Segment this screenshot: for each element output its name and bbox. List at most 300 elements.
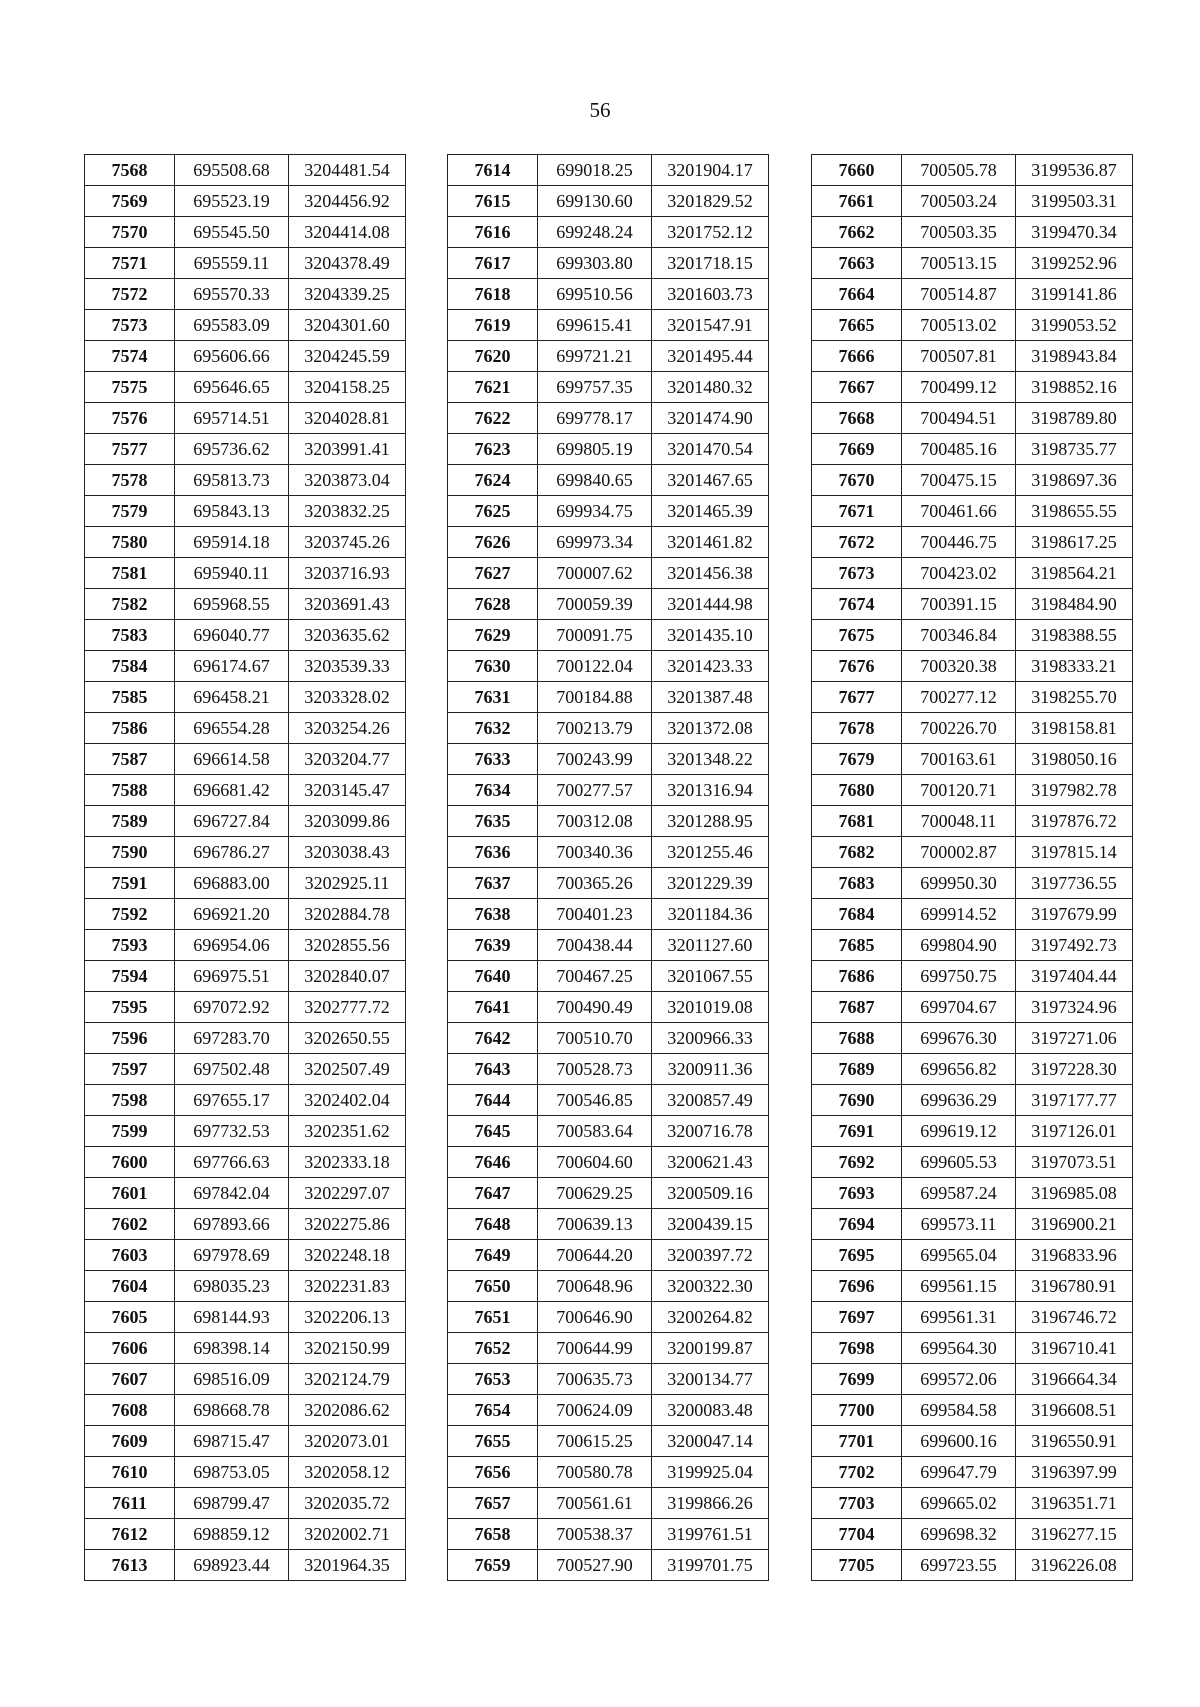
point-number: 7643 — [448, 1054, 538, 1085]
y-coordinate: 3202402.04 — [289, 1085, 406, 1116]
table-row — [812, 682, 1133, 713]
point-number: 7603 — [85, 1240, 175, 1271]
x-coordinate: 700438.44 — [538, 930, 652, 961]
x-coordinate: 697978.69 — [175, 1240, 289, 1271]
y-coordinate: 3199470.34 — [1016, 217, 1133, 248]
y-coordinate: 3201904.17 — [652, 155, 769, 186]
x-coordinate: 700007.62 — [538, 558, 652, 589]
x-coordinate: 696954.06 — [175, 930, 289, 961]
point-number: 7571 — [85, 248, 175, 279]
x-coordinate: 695714.51 — [175, 403, 289, 434]
point-number: 7590 — [85, 837, 175, 868]
x-coordinate: 696727.84 — [175, 806, 289, 837]
point-number: 7660 — [812, 155, 902, 186]
point-number: 7655 — [448, 1426, 538, 1457]
table-row — [85, 279, 406, 310]
x-coordinate: 695736.62 — [175, 434, 289, 465]
table-row — [85, 837, 406, 868]
y-coordinate: 3202002.71 — [289, 1519, 406, 1550]
y-coordinate: 3198333.21 — [1016, 651, 1133, 682]
point-number: 7635 — [448, 806, 538, 837]
point-number: 7624 — [448, 465, 538, 496]
y-coordinate: 3199141.86 — [1016, 279, 1133, 310]
table-row — [448, 899, 769, 930]
table-row — [85, 899, 406, 930]
y-coordinate: 3200397.72 — [652, 1240, 769, 1271]
table-row — [448, 155, 769, 186]
x-coordinate: 700646.90 — [538, 1302, 652, 1333]
table-row — [85, 1271, 406, 1302]
y-coordinate: 3198789.80 — [1016, 403, 1133, 434]
table-row — [85, 651, 406, 682]
x-coordinate: 699600.16 — [902, 1426, 1016, 1457]
point-number: 7621 — [448, 372, 538, 403]
x-coordinate: 697732.53 — [175, 1116, 289, 1147]
point-number: 7597 — [85, 1054, 175, 1085]
y-coordinate: 3199252.96 — [1016, 248, 1133, 279]
table-row — [812, 806, 1133, 837]
point-number: 7630 — [448, 651, 538, 682]
x-coordinate: 700514.87 — [902, 279, 1016, 310]
table-row — [448, 279, 769, 310]
point-number: 7689 — [812, 1054, 902, 1085]
table-row — [812, 961, 1133, 992]
x-coordinate: 698859.12 — [175, 1519, 289, 1550]
table-row — [85, 961, 406, 992]
x-coordinate: 700346.84 — [902, 620, 1016, 651]
point-number: 7698 — [812, 1333, 902, 1364]
point-number: 7584 — [85, 651, 175, 682]
y-coordinate: 3204028.81 — [289, 403, 406, 434]
point-number: 7656 — [448, 1457, 538, 1488]
y-coordinate: 3202150.99 — [289, 1333, 406, 1364]
x-coordinate: 700340.36 — [538, 837, 652, 868]
table-row — [812, 930, 1133, 961]
y-coordinate: 3196985.08 — [1016, 1178, 1133, 1209]
y-coordinate: 3201229.39 — [652, 868, 769, 899]
x-coordinate: 696040.77 — [175, 620, 289, 651]
table-row — [448, 1395, 769, 1426]
point-number: 7607 — [85, 1364, 175, 1395]
point-number: 7629 — [448, 620, 538, 651]
point-number: 7694 — [812, 1209, 902, 1240]
table-row — [85, 496, 406, 527]
x-coordinate: 700604.60 — [538, 1147, 652, 1178]
table-row — [812, 186, 1133, 217]
table-row — [812, 558, 1133, 589]
table-row — [448, 465, 769, 496]
x-coordinate: 700312.08 — [538, 806, 652, 837]
table-row — [448, 1054, 769, 1085]
y-coordinate: 3200911.36 — [652, 1054, 769, 1085]
y-coordinate: 3204456.92 — [289, 186, 406, 217]
table-row — [85, 1209, 406, 1240]
table-row — [448, 403, 769, 434]
x-coordinate: 700059.39 — [538, 589, 652, 620]
table-row — [812, 217, 1133, 248]
y-coordinate: 3197815.14 — [1016, 837, 1133, 868]
y-coordinate: 3202035.72 — [289, 1488, 406, 1519]
y-coordinate: 3200083.48 — [652, 1395, 769, 1426]
y-coordinate: 3202884.78 — [289, 899, 406, 930]
y-coordinate: 3199866.26 — [652, 1488, 769, 1519]
table-row — [85, 1116, 406, 1147]
table-row — [85, 1147, 406, 1178]
x-coordinate: 698144.93 — [175, 1302, 289, 1333]
table-row — [812, 1302, 1133, 1333]
point-number: 7647 — [448, 1178, 538, 1209]
table-row — [812, 837, 1133, 868]
point-number: 7685 — [812, 930, 902, 961]
point-number: 7693 — [812, 1178, 902, 1209]
y-coordinate: 3200199.87 — [652, 1333, 769, 1364]
point-number: 7625 — [448, 496, 538, 527]
y-coordinate: 3197982.78 — [1016, 775, 1133, 806]
y-coordinate: 3198484.90 — [1016, 589, 1133, 620]
point-number: 7680 — [812, 775, 902, 806]
point-number: 7585 — [85, 682, 175, 713]
point-number: 7681 — [812, 806, 902, 837]
point-number: 7580 — [85, 527, 175, 558]
y-coordinate: 3199761.51 — [652, 1519, 769, 1550]
y-coordinate: 3196710.41 — [1016, 1333, 1133, 1364]
point-number: 7574 — [85, 341, 175, 372]
y-coordinate: 3203099.86 — [289, 806, 406, 837]
point-number: 7674 — [812, 589, 902, 620]
x-coordinate: 700513.02 — [902, 310, 1016, 341]
point-number: 7669 — [812, 434, 902, 465]
y-coordinate: 3199536.87 — [1016, 155, 1133, 186]
y-coordinate: 3201495.44 — [652, 341, 769, 372]
x-coordinate: 700243.99 — [538, 744, 652, 775]
point-number: 7644 — [448, 1085, 538, 1116]
point-number: 7606 — [85, 1333, 175, 1364]
point-number: 7595 — [85, 992, 175, 1023]
table-row — [448, 1302, 769, 1333]
point-number: 7586 — [85, 713, 175, 744]
table-row — [812, 775, 1133, 806]
x-coordinate: 696174.67 — [175, 651, 289, 682]
point-number: 7612 — [85, 1519, 175, 1550]
x-coordinate: 699510.56 — [538, 279, 652, 310]
x-coordinate: 698035.23 — [175, 1271, 289, 1302]
x-coordinate: 700561.61 — [538, 1488, 652, 1519]
y-coordinate: 3201461.82 — [652, 527, 769, 558]
table-row — [812, 1271, 1133, 1302]
x-coordinate: 699619.12 — [902, 1116, 1016, 1147]
point-number: 7642 — [448, 1023, 538, 1054]
table-row — [812, 155, 1133, 186]
table-row — [448, 186, 769, 217]
table-row — [448, 1023, 769, 1054]
x-coordinate: 698799.47 — [175, 1488, 289, 1519]
point-number: 7619 — [448, 310, 538, 341]
y-coordinate: 3197679.99 — [1016, 899, 1133, 930]
x-coordinate: 696458.21 — [175, 682, 289, 713]
table-row — [85, 930, 406, 961]
x-coordinate: 700277.12 — [902, 682, 1016, 713]
x-coordinate: 700490.49 — [538, 992, 652, 1023]
y-coordinate: 3203254.26 — [289, 713, 406, 744]
y-coordinate: 3198943.84 — [1016, 341, 1133, 372]
x-coordinate: 700277.57 — [538, 775, 652, 806]
x-coordinate: 700546.85 — [538, 1085, 652, 1116]
x-coordinate: 700423.02 — [902, 558, 1016, 589]
coordinate-table-middle — [447, 154, 769, 1581]
x-coordinate: 700226.70 — [902, 713, 1016, 744]
table-row — [448, 1085, 769, 1116]
table-row — [448, 341, 769, 372]
x-coordinate: 697502.48 — [175, 1054, 289, 1085]
x-coordinate: 700528.73 — [538, 1054, 652, 1085]
table-row — [85, 527, 406, 558]
y-coordinate: 3204378.49 — [289, 248, 406, 279]
table-row — [448, 217, 769, 248]
point-number: 7700 — [812, 1395, 902, 1426]
point-number: 7593 — [85, 930, 175, 961]
table-row — [812, 1116, 1133, 1147]
table-row — [448, 527, 769, 558]
table-row — [448, 248, 769, 279]
y-coordinate: 3200716.78 — [652, 1116, 769, 1147]
x-coordinate: 695940.11 — [175, 558, 289, 589]
point-number: 7581 — [85, 558, 175, 589]
table-row — [448, 1240, 769, 1271]
point-number: 7667 — [812, 372, 902, 403]
point-number: 7611 — [85, 1488, 175, 1519]
table-row — [85, 868, 406, 899]
x-coordinate: 697283.70 — [175, 1023, 289, 1054]
point-number: 7569 — [85, 186, 175, 217]
table-row — [85, 806, 406, 837]
y-coordinate: 3197228.30 — [1016, 1054, 1133, 1085]
point-number: 7661 — [812, 186, 902, 217]
y-coordinate: 3204158.25 — [289, 372, 406, 403]
table-row — [812, 1209, 1133, 1240]
point-number: 7703 — [812, 1488, 902, 1519]
table-row — [85, 341, 406, 372]
point-number: 7665 — [812, 310, 902, 341]
table-row — [448, 1333, 769, 1364]
x-coordinate: 699914.52 — [902, 899, 1016, 930]
table-row — [448, 930, 769, 961]
point-number: 7582 — [85, 589, 175, 620]
point-number: 7628 — [448, 589, 538, 620]
x-coordinate: 700120.71 — [902, 775, 1016, 806]
x-coordinate: 700320.38 — [902, 651, 1016, 682]
point-number: 7671 — [812, 496, 902, 527]
table-row — [812, 496, 1133, 527]
point-number: 7688 — [812, 1023, 902, 1054]
point-number: 7638 — [448, 899, 538, 930]
point-number: 7692 — [812, 1147, 902, 1178]
x-coordinate: 699721.21 — [538, 341, 652, 372]
x-coordinate: 699840.65 — [538, 465, 652, 496]
table-row — [812, 1426, 1133, 1457]
point-number: 7620 — [448, 341, 538, 372]
x-coordinate: 699565.04 — [902, 1240, 1016, 1271]
x-coordinate: 699303.80 — [538, 248, 652, 279]
point-number: 7651 — [448, 1302, 538, 1333]
point-number: 7616 — [448, 217, 538, 248]
x-coordinate: 700648.96 — [538, 1271, 652, 1302]
point-number: 7626 — [448, 527, 538, 558]
y-coordinate: 3196277.15 — [1016, 1519, 1133, 1550]
table-row — [812, 1147, 1133, 1178]
table-row — [812, 372, 1133, 403]
x-coordinate: 699656.82 — [902, 1054, 1016, 1085]
table-row — [448, 651, 769, 682]
point-number: 7676 — [812, 651, 902, 682]
point-number: 7592 — [85, 899, 175, 930]
table-row — [85, 1302, 406, 1333]
point-number: 7687 — [812, 992, 902, 1023]
table-row — [812, 1395, 1133, 1426]
y-coordinate: 3199925.04 — [652, 1457, 769, 1488]
point-number: 7649 — [448, 1240, 538, 1271]
y-coordinate: 3201603.73 — [652, 279, 769, 310]
table-row — [448, 682, 769, 713]
y-coordinate: 3202333.18 — [289, 1147, 406, 1178]
x-coordinate: 698398.14 — [175, 1333, 289, 1364]
table-row — [448, 589, 769, 620]
point-number: 7605 — [85, 1302, 175, 1333]
point-number: 7658 — [448, 1519, 538, 1550]
x-coordinate: 700505.78 — [902, 155, 1016, 186]
y-coordinate: 3202275.86 — [289, 1209, 406, 1240]
x-coordinate: 695606.66 — [175, 341, 289, 372]
table-row — [85, 1333, 406, 1364]
x-coordinate: 697766.63 — [175, 1147, 289, 1178]
point-number: 7598 — [85, 1085, 175, 1116]
x-coordinate: 699561.31 — [902, 1302, 1016, 1333]
table-row — [812, 1333, 1133, 1364]
y-coordinate: 3202351.62 — [289, 1116, 406, 1147]
y-coordinate: 3201829.52 — [652, 186, 769, 217]
y-coordinate: 3196608.51 — [1016, 1395, 1133, 1426]
point-number: 7704 — [812, 1519, 902, 1550]
x-coordinate: 700527.90 — [538, 1550, 652, 1581]
x-coordinate: 696975.51 — [175, 961, 289, 992]
point-number: 7690 — [812, 1085, 902, 1116]
point-number: 7587 — [85, 744, 175, 775]
point-number: 7652 — [448, 1333, 538, 1364]
table-row — [85, 1488, 406, 1519]
x-coordinate: 700639.13 — [538, 1209, 652, 1240]
point-number: 7691 — [812, 1116, 902, 1147]
y-coordinate: 3202507.49 — [289, 1054, 406, 1085]
table-row — [448, 837, 769, 868]
y-coordinate: 3204301.60 — [289, 310, 406, 341]
y-coordinate: 3201718.15 — [652, 248, 769, 279]
table-row — [812, 744, 1133, 775]
table-row — [85, 1178, 406, 1209]
x-coordinate: 699950.30 — [902, 868, 1016, 899]
y-coordinate: 3196397.99 — [1016, 1457, 1133, 1488]
y-coordinate: 3197177.77 — [1016, 1085, 1133, 1116]
x-coordinate: 698668.78 — [175, 1395, 289, 1426]
y-coordinate: 3199701.75 — [652, 1550, 769, 1581]
y-coordinate: 3196833.96 — [1016, 1240, 1133, 1271]
table-row — [448, 744, 769, 775]
point-number: 7602 — [85, 1209, 175, 1240]
point-number: 7617 — [448, 248, 538, 279]
y-coordinate: 3200857.49 — [652, 1085, 769, 1116]
table-row — [448, 806, 769, 837]
table-row — [448, 868, 769, 899]
table-row — [812, 1178, 1133, 1209]
x-coordinate: 700503.24 — [902, 186, 1016, 217]
y-coordinate: 3196351.71 — [1016, 1488, 1133, 1519]
point-number: 7622 — [448, 403, 538, 434]
y-coordinate: 3203038.43 — [289, 837, 406, 868]
point-number: 7633 — [448, 744, 538, 775]
y-coordinate: 3200966.33 — [652, 1023, 769, 1054]
y-coordinate: 3201067.55 — [652, 961, 769, 992]
table-row — [812, 589, 1133, 620]
point-number: 7683 — [812, 868, 902, 899]
y-coordinate: 3201465.39 — [652, 496, 769, 527]
x-coordinate: 696921.20 — [175, 899, 289, 930]
point-number: 7599 — [85, 1116, 175, 1147]
table-row — [85, 713, 406, 744]
x-coordinate: 699750.75 — [902, 961, 1016, 992]
coordinate-table-left — [84, 154, 406, 1581]
y-coordinate: 3203635.62 — [289, 620, 406, 651]
table-row — [85, 558, 406, 589]
table-row — [85, 589, 406, 620]
y-coordinate: 3196900.21 — [1016, 1209, 1133, 1240]
y-coordinate: 3202650.55 — [289, 1023, 406, 1054]
table-row — [812, 1085, 1133, 1116]
y-coordinate: 3201467.65 — [652, 465, 769, 496]
table-row — [812, 1364, 1133, 1395]
table-row — [812, 1488, 1133, 1519]
x-coordinate: 699647.79 — [902, 1457, 1016, 1488]
x-coordinate: 698715.47 — [175, 1426, 289, 1457]
x-coordinate: 700002.87 — [902, 837, 1016, 868]
y-coordinate: 3199053.52 — [1016, 310, 1133, 341]
page-number: 56 — [589, 98, 611, 122]
y-coordinate: 3197324.96 — [1016, 992, 1133, 1023]
x-coordinate: 699757.35 — [538, 372, 652, 403]
y-coordinate: 3202855.56 — [289, 930, 406, 961]
table-row — [85, 434, 406, 465]
x-coordinate: 695545.50 — [175, 217, 289, 248]
y-coordinate: 3202840.07 — [289, 961, 406, 992]
x-coordinate: 700446.75 — [902, 527, 1016, 558]
point-number: 7705 — [812, 1550, 902, 1581]
y-coordinate: 3203691.43 — [289, 589, 406, 620]
y-coordinate: 3204414.08 — [289, 217, 406, 248]
table-row — [448, 372, 769, 403]
y-coordinate: 3198852.16 — [1016, 372, 1133, 403]
x-coordinate: 700507.81 — [902, 341, 1016, 372]
x-coordinate: 700048.11 — [902, 806, 1016, 837]
point-number: 7641 — [448, 992, 538, 1023]
table-row — [448, 310, 769, 341]
point-number: 7684 — [812, 899, 902, 930]
point-number: 7670 — [812, 465, 902, 496]
y-coordinate: 3198735.77 — [1016, 434, 1133, 465]
point-number: 7675 — [812, 620, 902, 651]
table-row — [85, 1426, 406, 1457]
x-coordinate: 700510.70 — [538, 1023, 652, 1054]
y-coordinate: 3202124.79 — [289, 1364, 406, 1395]
y-coordinate: 3201184.36 — [652, 899, 769, 930]
point-number: 7589 — [85, 806, 175, 837]
y-coordinate: 3201387.48 — [652, 682, 769, 713]
